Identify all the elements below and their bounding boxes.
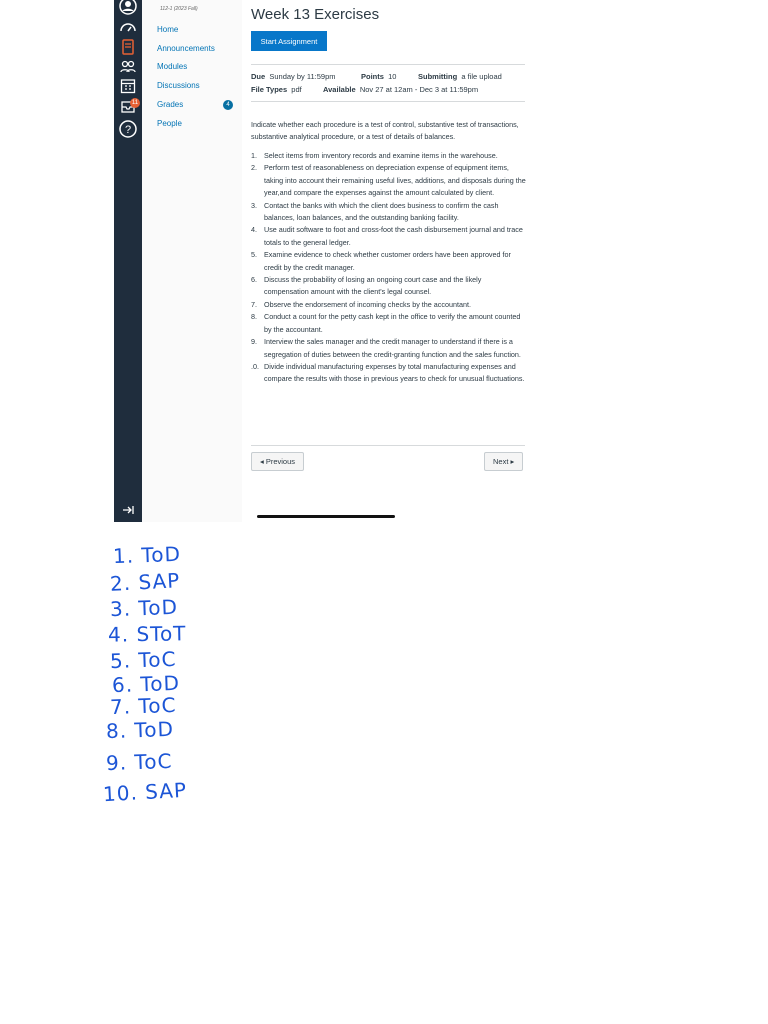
- due-value: Sunday by 11:59pm: [269, 72, 336, 81]
- list-item: [251, 311, 527, 336]
- course-nav-grades[interactable]: Grades: [157, 100, 184, 109]
- handwritten-answer: 2. SAP: [109, 568, 181, 596]
- handwritten-answer: 5. ToC: [109, 646, 177, 674]
- page-title: Week 13 Exercises: [251, 6, 380, 23]
- course-term: 112-1 (2023 Fall): [160, 6, 198, 12]
- course-nav-announcements[interactable]: Announcements: [157, 44, 215, 53]
- item-number: .0.: [251, 361, 259, 371]
- item-text: Discuss the probability of losing an ongoing court case and the likely compensation amount with the client's legal counsel.: [264, 275, 482, 297]
- item-text: Examine evidence to check whether customer orders have been approved for credit by the credit manager.: [264, 250, 511, 272]
- account-icon[interactable]: [119, 0, 137, 15]
- list-item: [251, 150, 527, 162]
- course-nav: [142, 0, 242, 522]
- course-nav-people[interactable]: People: [157, 119, 182, 128]
- instructions-text: Indicate whether each procedure is a test of control, substantive test of transactions, substantive analytical procedure, or a test of details of balances.: [251, 120, 519, 141]
- item-text: Interview the sales manager and the credit manager to understand if there is a segregation of duties between the credit-granting function and the sales function.: [264, 337, 521, 359]
- available-value: Nov 27 at 12am - Dec 3 at 11:59pm: [359, 85, 479, 94]
- grades-badge: 4: [223, 100, 233, 110]
- due-info: [251, 72, 336, 81]
- item-number: 5.: [251, 250, 257, 260]
- list-item: [251, 299, 527, 311]
- item-number: 9.: [251, 337, 257, 347]
- previous-button[interactable]: ◂ Previous: [251, 452, 304, 471]
- collapse-nav-icon[interactable]: [121, 503, 135, 517]
- course-nav-modules[interactable]: Modules: [157, 62, 188, 71]
- handwritten-answer: 10. SAP: [102, 777, 188, 807]
- item-number: 6.: [251, 275, 257, 285]
- submitting-label: Submitting: [418, 72, 458, 81]
- help-icon[interactable]: [119, 120, 137, 138]
- handwritten-answer: 7. ToC: [109, 692, 177, 720]
- filetypes-info: [251, 85, 302, 94]
- item-text: Divide individual manufacturing expenses by total manufacturing expenses and compare the results with those in previous years to check for unusual fluctuations.: [264, 361, 525, 384]
- points-label: Points: [361, 72, 384, 81]
- points-value: 10: [388, 72, 397, 81]
- global-nav: [114, 0, 142, 522]
- handwritten-answer: 4. SToT: [107, 621, 187, 647]
- home-indicator: [257, 515, 395, 518]
- procedure-list: [251, 150, 527, 386]
- available-info: [323, 85, 478, 94]
- dashboard-icon[interactable]: [119, 19, 137, 37]
- submitting-value: a file upload: [461, 72, 502, 81]
- groups-icon[interactable]: [119, 58, 137, 76]
- list-item: [251, 336, 527, 361]
- item-text: Conduct a count for the petty cash kept in the office to verify the amount counted by the accountant.: [264, 312, 521, 334]
- calendar-icon[interactable]: [119, 77, 137, 95]
- points-info: [361, 72, 396, 81]
- item-number: 2.: [251, 163, 257, 173]
- list-item: [251, 200, 527, 225]
- start-assignment-button[interactable]: Start Assignment: [251, 31, 327, 51]
- item-number: 8.: [251, 312, 257, 322]
- divider: [251, 445, 525, 446]
- item-text: Use audit software to foot and cross-foot the cash disbursement journal and trace totals to the general ledger.: [264, 225, 523, 247]
- list-item: [251, 224, 527, 249]
- item-text: Perform test of reasonableness on depreciation expense of equipment items, taking into account their remaining useful lives, additions, and disposals during the year,and compare the expenses against the amount calculated by client.: [264, 163, 526, 198]
- item-text: Contact the banks with which the client does business to confirm the cash balances, loan balances, and the outstanding banking facility.: [264, 200, 499, 223]
- item-number: 7.: [251, 299, 257, 309]
- available-label: Available: [323, 85, 356, 94]
- handwritten-answer: 6. ToD: [111, 670, 181, 698]
- list-item: [251, 162, 527, 199]
- item-number: 4.: [251, 225, 257, 235]
- due-label: Due: [251, 72, 266, 81]
- courses-icon[interactable]: [119, 38, 137, 56]
- svg-text:?: ?: [124, 124, 132, 136]
- inbox-badge: 11: [131, 100, 139, 106]
- list-item: [251, 274, 527, 299]
- handwritten-answer: 1. ToD: [112, 541, 182, 569]
- course-nav-discussions[interactable]: Discussions: [157, 81, 200, 90]
- divider: [251, 101, 525, 102]
- handwritten-answer: 8. ToD: [105, 716, 175, 744]
- divider: [251, 64, 525, 65]
- item-text: Select items from inventory records and examine items in the warehouse.: [264, 151, 498, 160]
- item-text: Observe the endorsement of incoming checks by the accountant.: [264, 299, 471, 309]
- filetypes-label: File Types: [251, 85, 288, 94]
- item-number: 3.: [251, 200, 257, 210]
- next-button[interactable]: Next ▸: [484, 452, 523, 471]
- item-number: 1.: [251, 151, 257, 160]
- course-nav-home[interactable]: Home: [157, 25, 179, 34]
- handwritten-answer: 3. ToD: [109, 594, 179, 622]
- submitting-info: [418, 72, 502, 81]
- handwritten-answer: 9. ToC: [105, 748, 173, 776]
- list-item: [251, 249, 527, 274]
- filetypes-value: pdf: [291, 85, 302, 94]
- list-item: [251, 361, 527, 386]
